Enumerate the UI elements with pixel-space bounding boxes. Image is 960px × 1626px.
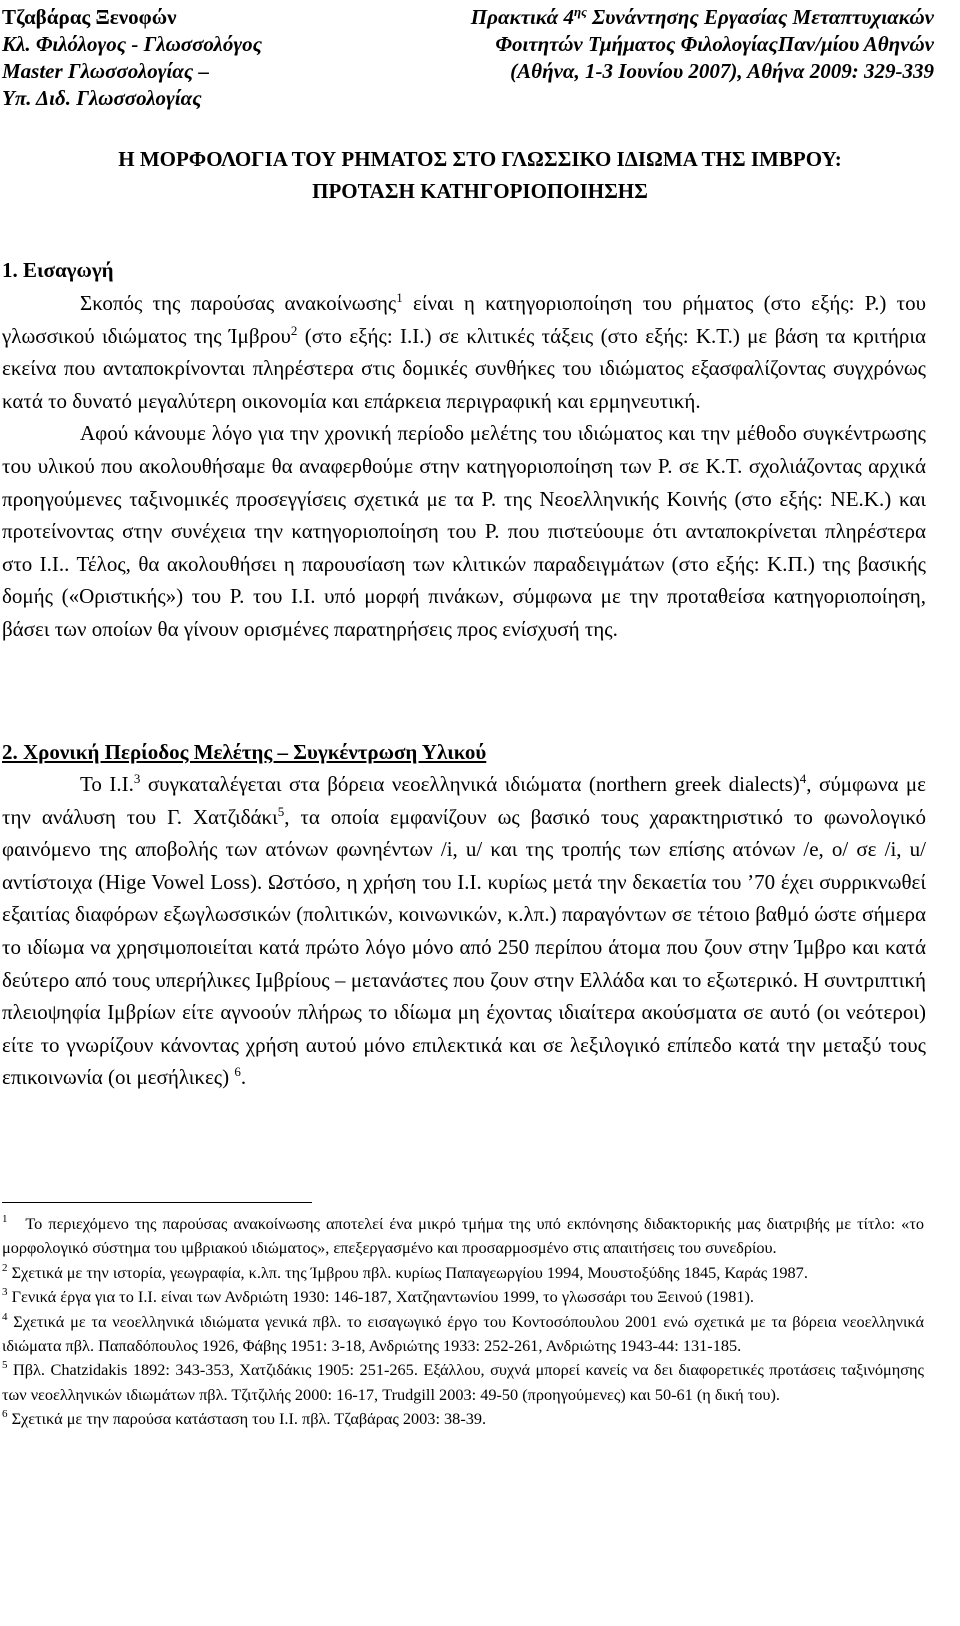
proceedings-line-2: Φοιτητών Τμήματος ΦιλολογίαςΠαν/μίου Αθηνών (495, 32, 934, 56)
footnote-1 (2, 1212, 924, 1261)
paper-title-line-1: Η ΜΟΡΦΟΛΟΓΙΑ ΤΟΥ ΡΗΜΑΤΟΣ ΣΤΟ ΓΛΩΣΣΙΚΟ ΙΔΙΩΜΑ ΤΗΣ ΙΜΒΡΟΥ: (118, 147, 842, 171)
proceedings-ordinal: ης (573, 4, 587, 19)
footnote-text: Σχετικά με την παρούσα κατάσταση του Ι.Ι. πβλ. Τζαβάρας 2003: 38-39. (11, 1409, 487, 1429)
footnote-2 (2, 1261, 924, 1285)
footnote-text: Το περιεχόμενο της παρούσας ανακοίνωσης αποτελεί ένα μικρό τμήμα της υπό εκπόνησης διδακτορικής μας διατριβής με τίτλο: «το μορφολογικό σύστημα του ιμβριακού ιδιώματος», επεξεργασμένο και προσαρμοσμένο στις απαιτήσεις του συνεδρίου. (2, 1214, 925, 1258)
footnote-ref[interactable]: 5 (277, 803, 285, 819)
author-name: Τζαβάρας Ξενοφών (2, 5, 177, 29)
text-run: (στο εξής: Ι.Ι.) σε κλιτικές τάξεις (στο εξής: Κ.Τ.) με βάση τα κριτήρια εκείνα που ανταποκρίνονται πληρέστερα στις δομικές συνθήκες του ιδιώματος εξασφαλίζοντας συγχρόνως κατά το δυνατό μεγαλύτερη οικονομία και επάρκεια περιγραφική και ερμηνευτική. (2, 323, 926, 413)
proceedings-rest: Συνάντησης Εργασίας Μεταπτυχιακών (586, 5, 934, 29)
author-block (2, 4, 332, 112)
footnote-ref[interactable]: 2 (290, 322, 298, 338)
paper-title (0, 143, 960, 207)
footnote-ref[interactable]: 6 (234, 1064, 241, 1080)
author-degree: Master Γλωσσολογίας – (2, 59, 209, 83)
footnote-text: Γενικά έργα για το Ι.Ι. είναι των Ανδριώτη 1930: 146-187, Χατζηαντωνίου 1999, το γλωσσάρι του Ξεινού (1981). (11, 1287, 754, 1307)
footnote-text: Σχετικά με την ιστορία, γεωγραφία, κ.λπ. της Ίμβρου πβλ. κυρίως Παπαγεωργίου 1994, Μουστοξύδης 1845, Καράς 1987. (11, 1262, 808, 1282)
section-1-body (2, 287, 926, 646)
footnote-5 (2, 1358, 924, 1407)
author-role: Κλ. Φιλόλογος - Γλωσσολόγος (2, 32, 262, 56)
text-run: , τα οποία εμφανίζουν ως βασικό τους χαρακτηριστικό το φωνολογικό φαινόμενο της αποβολής των ατόνων φωνηέντων /i, u/ και της τροπής των επίσης ατόνων /e, o/ σε /i, u/ αντίστοιχα (Hige Vowel Loss). Ωστόσο, η χρήση του Ι.Ι. κυρίως μετά την δεκαετία του ’70 έχει συρρικνωθεί εξαιτίας διαφόρων εξωγλωσσικών (πολιτικών, κοινωνικών, κ.λπ.) παραγόντων σε τέτοιο βαθμό ώστε σήμερα το ιδίωμα να χρησιμοποιείται κατά πρώτο λόγο μόνο από 250 περίπου άτομα που ζουν στην Ίμβρο και κατά δεύτερο από τους υπερήλικες Ιμβρίους – μετανάστες που ζουν στην Ελλάδα και το εξωτερικό. Η συντριπτική πλειοψηφία Ιμβρίων είτε αγνοούν πλήρως το ιδίωμα μη έχοντας ιδιαίτερα ακούσματα σε αυτό (οι νεότεροι) είτε το γνωρίζουν κάνοντας χρήση αυτού μόνο επιλεκτικά και σε λεξιλογικό επίπεδο κατά την μεταξύ τους επικοινωνία (οι μεσήλικες) (2, 804, 926, 1090)
section-2-paragraph-1 (2, 768, 926, 1094)
footnote-6 (2, 1407, 924, 1431)
text-run: Το Ι.Ι. (80, 772, 134, 796)
proceedings-prefix: Πρακτικά 4 (470, 5, 574, 29)
footnote-number: 4 (2, 1310, 8, 1323)
section-1-paragraph-2: Αφού κάνουμε λόγο για την χρονική περίοδο μελέτης του ιδιώματος και την μέθοδο συγκέντρωσης του υλικού που ακολουθήσαμε θα αναφερθούμε στην κατηγοριοποίηση των Ρ. σε Κ.Τ. σχολιάζοντας αρχικά προηγούμενες ταξινομικές προσεγγίσεις σχετικά με τα Ρ. της Νεοελληνικής Κοινής (στο εξής: ΝΕ.Κ.) και προτείνοντας στην συνέχεια την κατηγοριοποίηση του Ρ. που πιστεύουμε ότι ανταποκρίνεται πληρέστερα στο Ι.Ι.. Τέλος, θα ακολουθήσει η παρουσίαση των κλιτικών παραδειγμάτων (στο εξής: Κ.Π.) της βασικής δομής («Οριστικής») του Ρ. του Ι.Ι. υπό μορφή πινάκων, σύμφωνα με την προταθείσα κατηγοριοποίηση, βάσει των οποίων θα γίνουν ορισμένες παρατηρήσεις προς ενίσχυσή της. (2, 421, 926, 641)
footnote-number: 2 (2, 1261, 8, 1274)
proceedings-line-3: (Αθήνα, 1-3 Ιουνίου 2007), Αθήνα 2009: 329-339 (510, 59, 934, 83)
footnote-ref[interactable]: 3 (133, 771, 141, 786)
footnote-number: 1 (2, 1213, 8, 1225)
footnote-number: 3 (2, 1286, 8, 1299)
text-run: είναι η κατηγοριοποίηση του ρήματος (στο εξής: Ρ.) του γλωσσικού ιδιώματος της Ίμβρου (2, 291, 926, 348)
footnote-number: 5 (2, 1359, 8, 1372)
author-status: Υπ. Διδ. Γλωσσολογίας (2, 86, 202, 110)
text-run: . (240, 1065, 247, 1090)
proceedings-block (334, 4, 934, 85)
section-1-heading: 1. Εισαγωγή (2, 258, 114, 282)
proceedings-line-1 (334, 4, 934, 31)
footnote-ref[interactable]: 4 (799, 771, 807, 786)
footnote-separator (2, 1202, 312, 1203)
paper-title-line-2: ΠΡΟΤΑΣΗ ΚΑΤΗΓΟΡΙΟΠΟΙΗΣΗΣ (312, 179, 648, 203)
footnote-text: Σχετικά με τα νεοελληνικά ιδιώματα γενικά πβλ. το εισαγωγικό έργο του Κοντοσόπουλου 2001 ενώ σχετικά με τα βόρεια νεοελληνικά ιδιώματα πβλ. Παπαδόπουλος 1926, Φάβης 1951: 3-18, Ανδριώτης 1933: 252-261, Ανδριώτης 1943-44: 131-185. (2, 1311, 925, 1356)
footnote-3 (2, 1285, 924, 1309)
section-2-heading: 2. Χρονική Περίοδος Μελέτης – Συγκέντρωση Υλικού (2, 740, 487, 764)
footnote-text: Πβλ. Chatzidakis 1892: 343-353, Χατζιδάκις 1905: 251-265. Εξάλλου, συχνά μπορεί κανείς να δει διαφορετικές προτάσεις ταξινόμησης των νεοελληνικών ιδιωμάτων πβλ. Τζιτζιλής 2000: 16-17, Trudgill 2003: 49-50 (προηγούμενες) και 50-61 (η δική του). (2, 1360, 924, 1404)
text-run: Σκοπός της παρούσας ανακοίνωσης (80, 291, 397, 315)
text-run: συγκαταλέγεται στα βόρεια νεοελληνικά ιδιώματα (northern greek dialects) (140, 772, 800, 796)
footnote-4 (2, 1310, 924, 1359)
text-run: , σύμφωνα με την ανάλυση του Γ. Χατζιδάκι (2, 772, 926, 829)
footnote-number: 6 (2, 1408, 8, 1421)
footnote-ref[interactable]: 1 (396, 290, 403, 305)
section-1-paragraph-1 (2, 287, 926, 417)
footnotes (2, 1212, 924, 1432)
section-2-body (2, 768, 926, 1094)
